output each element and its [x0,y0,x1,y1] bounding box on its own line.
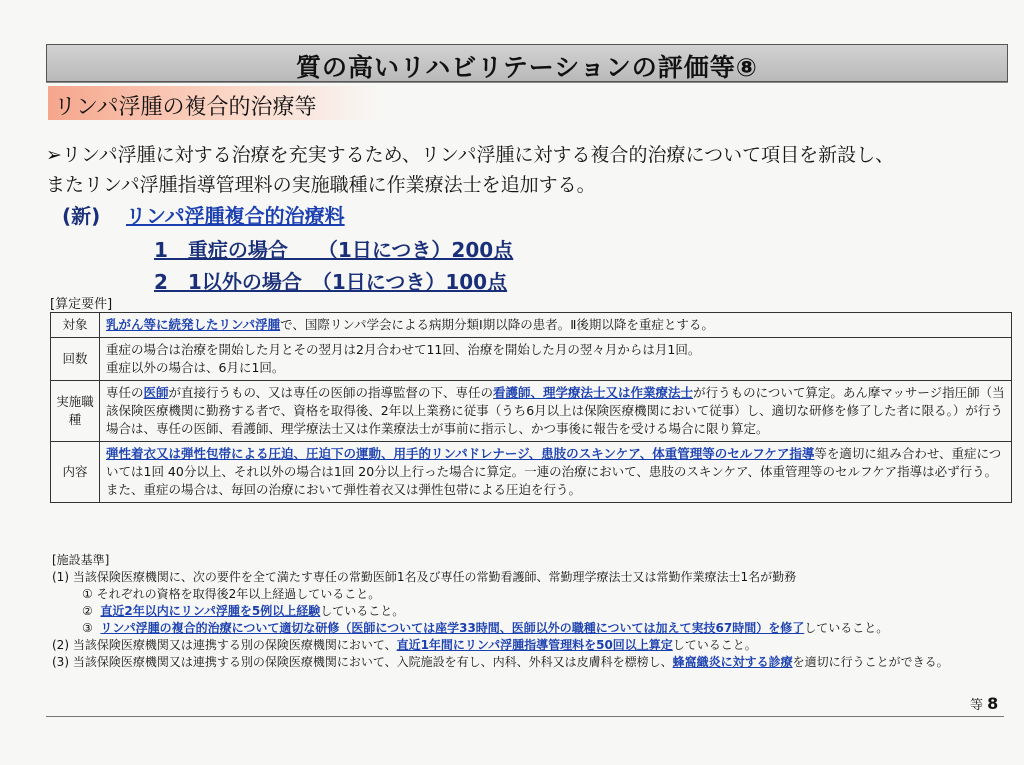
table-row [51,381,1012,442]
section-heading-text: リンパ浮腫の複合的治療等 [54,95,317,120]
row-label: 実施職種 [51,381,100,442]
page-prefix: 等 [970,698,984,713]
body-text: 専任の [106,385,144,400]
highlight-text: リンパ浮腫の複合的治療について適切な研修（医師については座学33時間、医師以外の職種については加えて実技67時間）を修了 [100,621,805,635]
title-bar [46,44,1008,82]
row-content [100,381,1012,442]
page-title: 質の高いリハビリテーションの評価等⑧ [296,53,758,82]
highlight-text: 直近1年間にリンパ浮腫指導管理料を50回以上算定 [396,638,673,652]
sub-number: ② [82,604,93,618]
sub-number: ③ [82,621,93,635]
page-digit: 8 [987,694,999,713]
body-text: 等を適切に組み合わせ、重症については1回 40分以上、それ以外の場合は1回 20分以上行った場合に算定。一連の治療において、患肢のスキンケア、体重管理等のセルフケア指導は必ず行う。また、重症の場合は、毎回の治療において弾性着衣又は弾性包帯による圧迫を行う。 [106,446,1002,497]
row-label: 対象 [51,313,100,338]
highlight-text: 弾性着衣又は弾性包帯による圧迫、圧迫下の運動、用手的リンパドレナージ、患肢のスキンケア、体重管理等のセルフケア指導 [106,446,815,461]
body-text: が行うものについて算定。あん摩マッサージ指圧師（当該保険医療機関に勤務する者で、資格を取得後、2年以上業務に従事（うち6月以上は保険医療機関において従事）し、適切な研修を修了した者に限る。）が行う場合は、専任の医師、看護師、理学療法士又は作業療法士が事前に指示し、かつ事後に報告を受ける場合に限り算定。 [106,385,1005,436]
facility-item-2 [52,637,1002,654]
row-label: 回数 [51,338,100,381]
body-text: (2) 当該保険医療機関又は連携する別の保険医療機関において、 [52,638,397,652]
body-text: していること。 [672,638,757,652]
fee-title: リンパ浮腫複合的治療料 [126,204,345,228]
row-label: 内容 [51,442,100,503]
new-tag: (新) [62,204,101,228]
body-text: していること。 [804,621,889,635]
highlight-text: 直近2年以内にリンパ浮腫を5例以上経験 [100,604,321,618]
intro-text [46,140,894,200]
facility-label: [施設基準] [52,553,110,567]
bottom-divider [46,716,1004,717]
section-heading [48,86,378,120]
body-text: (3) 当該保険医療機関又は連携する別の保険医療機関において、入院施設を有し、内科、外科又は皮膚科を標榜し、 [52,655,673,669]
body-text: で、国際リンパ学会による病期分類Ⅰ期以降の患者。Ⅱ後期以降を重症とする。 [280,317,714,332]
body-text: していること。 [320,604,405,618]
facility-sub-3 [52,620,1002,637]
requirements-table [50,312,1012,503]
highlight-text: 医師 [143,385,169,400]
body-text: 重症の場合は治療を開始した月とその翌月は2月合わせて11回、治療を開始した月の翌々月からは月1回。 [106,342,701,357]
requirements-label: [算定要件] [50,297,113,312]
facility-item-3 [52,654,1002,671]
fee-line-other: 2 1以外の場合 （1日につき）100点 [154,270,508,294]
facility-sub-1: ① それぞれの資格を取得後2年以上経過していること。 [82,587,381,601]
body-text: を適切に行うことができる。 [792,655,949,669]
facility-item-1: (1) 当該保険医療機関に、次の要件を全て満たす専任の常勤医師1名及び専任の常勤看護師、常勤理学療法士又は常勤作業療法士1名が勤務 [52,570,797,584]
row-content [100,338,1012,381]
highlight-text: 乳がん等に続発したリンパ浮腫 [106,317,281,332]
facility-sub-2 [52,603,1002,620]
highlight-text: 蜂窩織炎に対する診療 [672,655,793,669]
intro-line-2: またリンパ浮腫指導管理料の実施職種に作業療法士を追加する。 [46,174,596,196]
highlight-text: 看護師、理学療法士又は作業療法士 [493,385,694,400]
facility-criteria [52,552,1002,671]
fee-line-severe: 1 重症の場合 （1日につき）200点 [154,238,514,262]
row-content [100,313,1012,338]
body-text: が直接行うもの、又は専任の医師の指導監督の下、専任の [168,385,494,400]
intro-line-1: ➢リンパ浮腫に対する治療を充実するため、リンパ浮腫に対する複合的治療について項目を新設し、 [46,144,895,166]
body-text: 重症以外の場合は、6月に1回。 [106,360,285,375]
table-row [51,338,1012,381]
table-row [51,442,1012,503]
page-number [970,694,998,713]
row-content [100,442,1012,503]
table-row [51,313,1012,338]
